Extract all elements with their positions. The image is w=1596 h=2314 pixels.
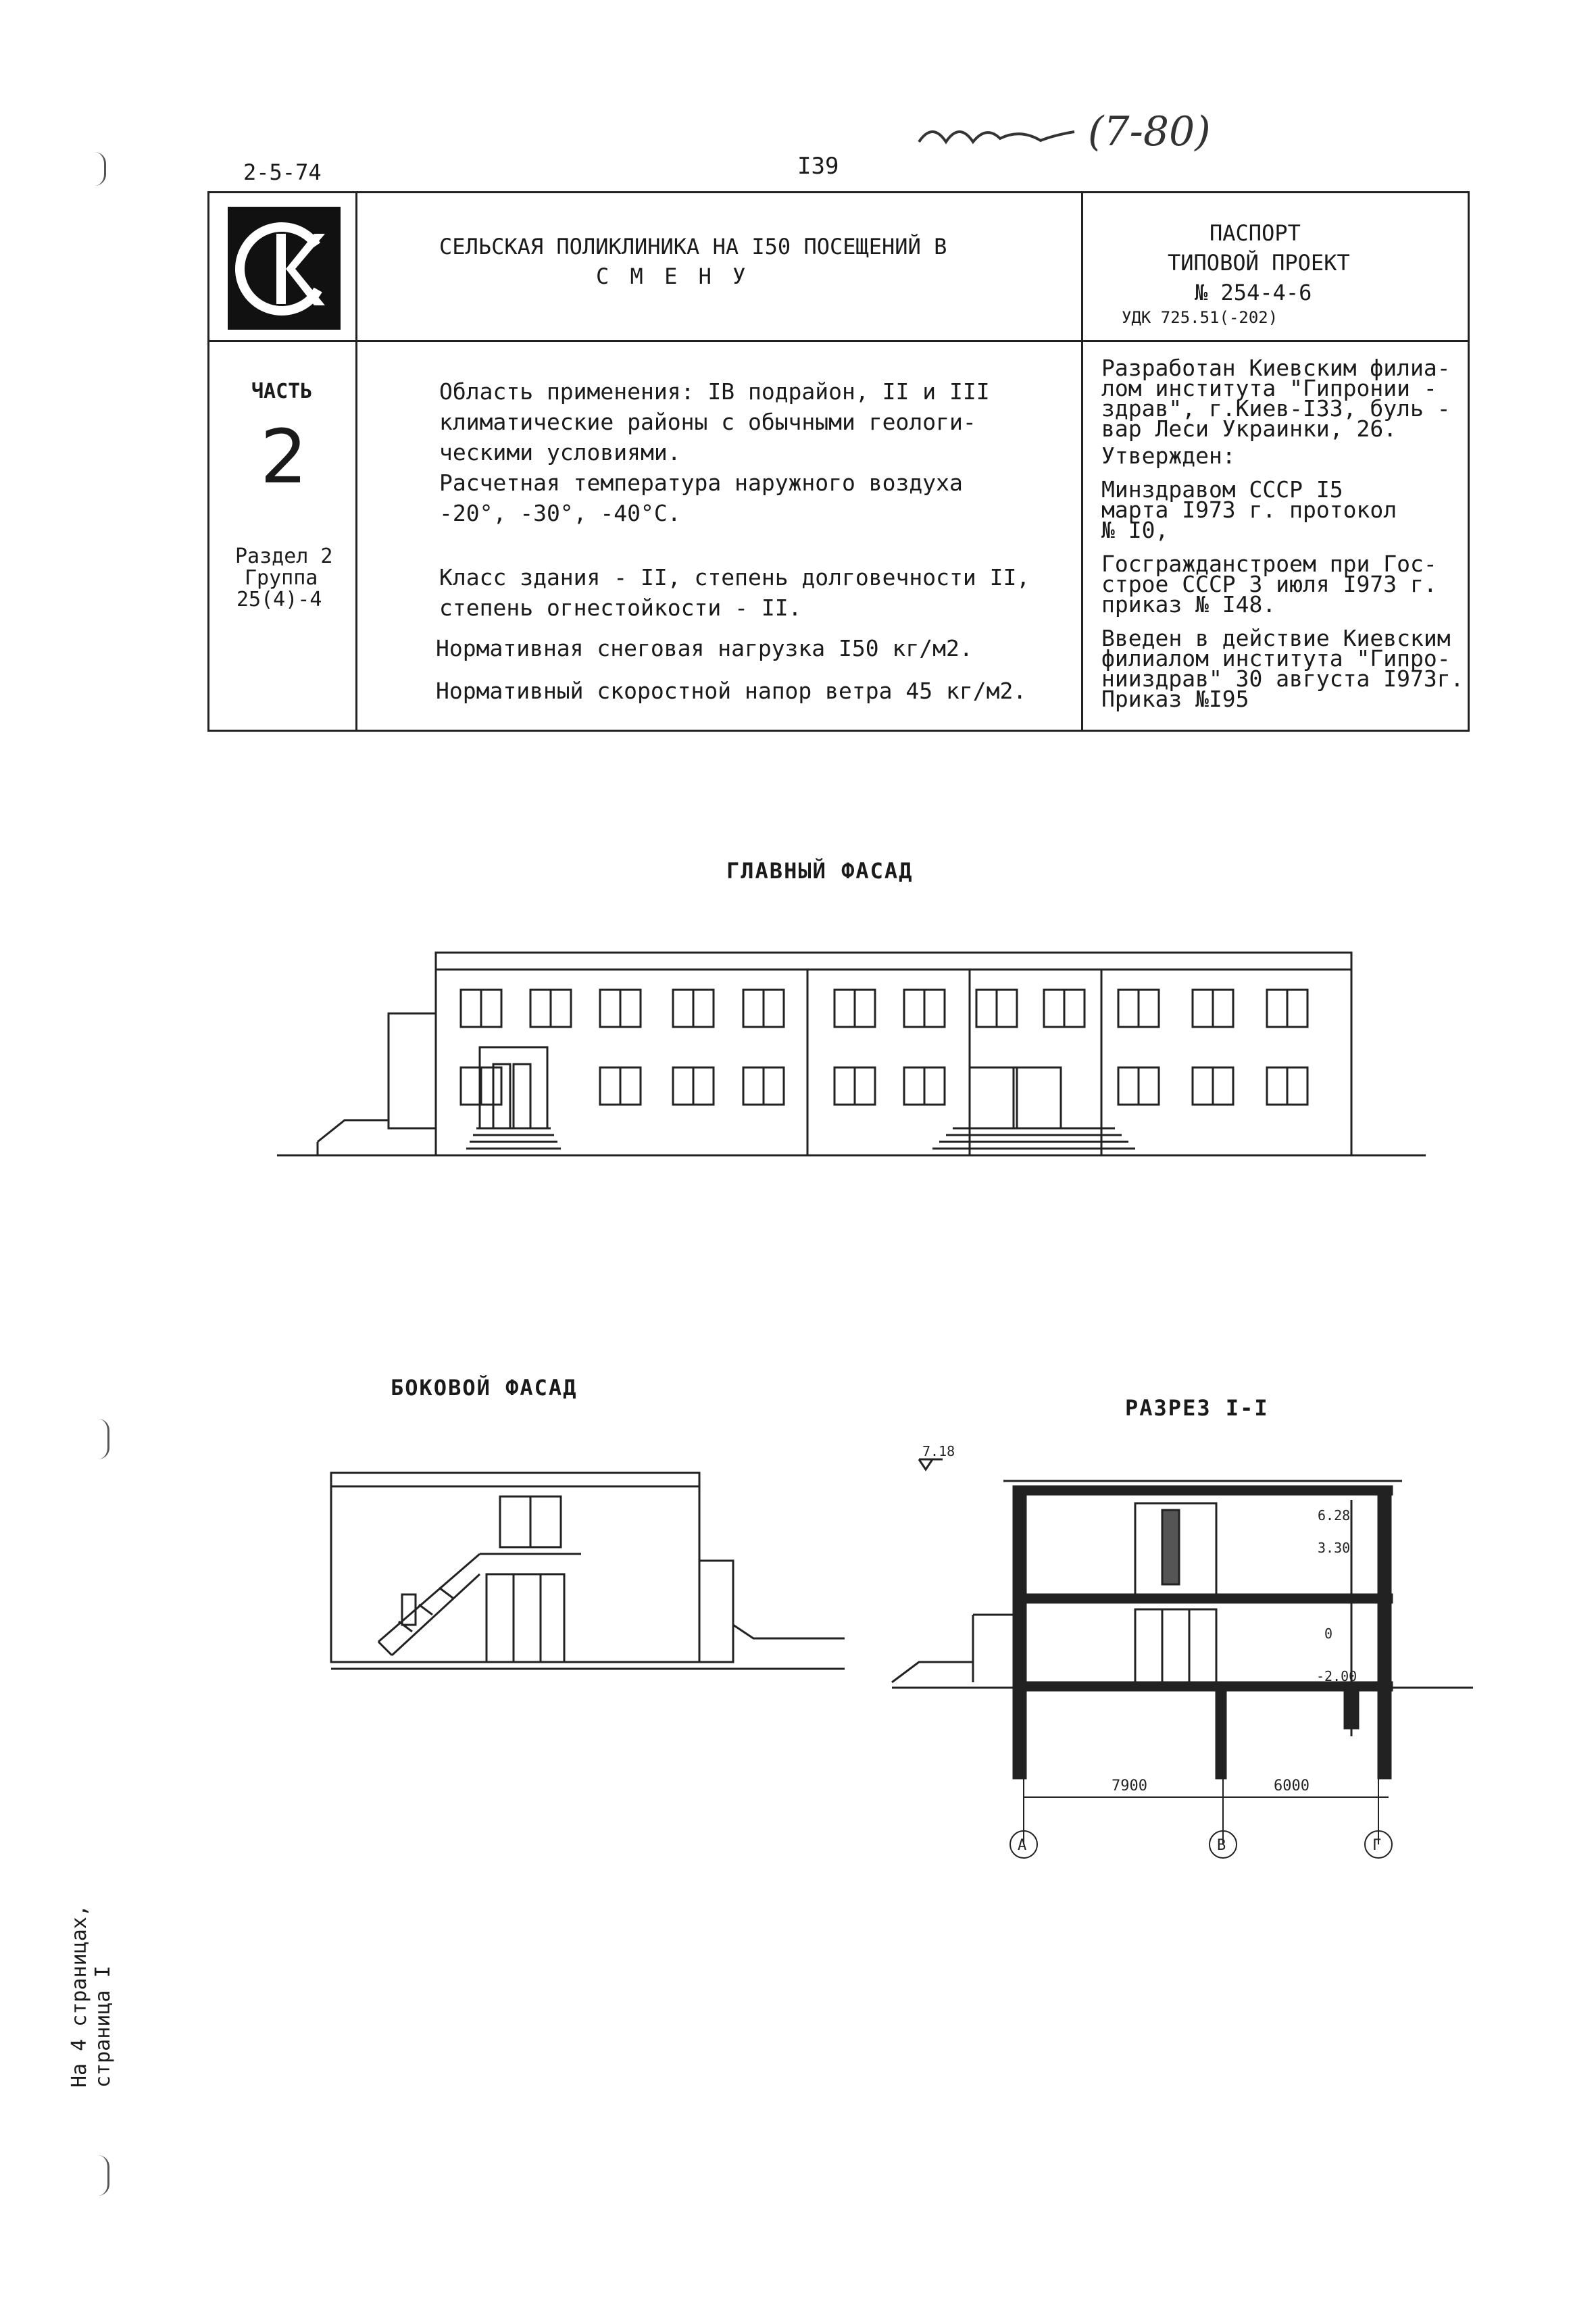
dim-7900: 7900	[1112, 1778, 1147, 1794]
developer-line-2: лом института "Гипронии -	[1101, 375, 1437, 401]
passport-label: ПАСПОРТ	[1210, 220, 1301, 246]
part-number: 2	[260, 413, 307, 500]
condition-line-5: -20°, -30°, -40°C.	[439, 500, 681, 526]
condition-line-2: климатические районы с обычными геологи-	[439, 409, 976, 435]
level-top: 7.18	[922, 1443, 955, 1459]
axis-g: Г	[1372, 1837, 1382, 1854]
passport-number: № 254-4-6	[1195, 280, 1312, 305]
lower-windows	[461, 1067, 1307, 1105]
developer-line-4: вар Леси Украинки, 26.	[1101, 416, 1397, 442]
developer-line-12: Введен в действие Киевским	[1101, 625, 1451, 651]
part-label: ЧАСТЬ	[251, 380, 313, 403]
passport-type: ТИПОВОЙ ПРОЕКТ	[1168, 250, 1350, 276]
developer-line-1: Разработан Киевским филиа-	[1101, 355, 1451, 381]
developer-line-14: нииздрав" 30 августа I973г.	[1101, 665, 1464, 692]
dim-6000: 6000	[1274, 1778, 1310, 1794]
developer-line-7: марта I973 г. протокол	[1101, 497, 1397, 523]
section-caption: РАЗРЕЗ I-I	[1125, 1395, 1269, 1421]
date-code: 2-5-74	[243, 159, 322, 185]
developer-line-6: Минздравом СССР I5	[1101, 476, 1343, 503]
margin-page-note: На 4 страницах, страница I	[68, 1905, 115, 2088]
side-facade-caption: БОКОВОЙ ФАСАД	[391, 1375, 578, 1401]
condition-line-3: ческими условиями.	[439, 439, 681, 466]
developer-line-8: № I0,	[1101, 517, 1169, 543]
developer-line-10: строе СССР 3 июля I973 г.	[1101, 571, 1437, 597]
upper-windows	[461, 990, 1307, 1027]
developer-line-11: приказ № I48.	[1101, 591, 1276, 618]
condition-line-1: Область применения: IB подрайон, II и III	[439, 378, 990, 405]
side-facade-drawing	[318, 1459, 858, 1682]
ck-logo-icon	[228, 207, 341, 330]
developer-line-9: Госгражданстроем при Гос-	[1101, 551, 1437, 577]
ck-logo	[228, 207, 341, 330]
condition-line-7: степень огнестойкости - II.	[439, 595, 802, 621]
part-group-code: 25(4)-4	[236, 588, 322, 611]
level-ground: -2.00	[1316, 1668, 1357, 1684]
passport-udk: УДК 725.51(-202)	[1122, 308, 1278, 327]
main-facade-caption: ГЛАВНЫЙ ФАСАД	[726, 858, 914, 884]
developer-line-5: Утвержден:	[1101, 443, 1236, 469]
punch-mark-2	[98, 1419, 109, 1459]
passport-table	[207, 191, 1470, 732]
axis-b: В	[1217, 1837, 1226, 1854]
developer-line-13: филиалом института "Гипро-	[1101, 645, 1451, 672]
axis-a: А	[1018, 1837, 1027, 1854]
developer-line-3: здрав", г.Киев-I33, буль -	[1101, 395, 1451, 422]
condition-line-4: Расчетная температура наружного воздуха	[439, 470, 963, 496]
level-floor2: 3.30	[1318, 1540, 1351, 1556]
project-title-line1: СЕЛЬСКАЯ ПОЛИКЛИНИКА НА I50 ПОСЕЩЕНИЙ В	[439, 234, 947, 259]
level-floor1: 0	[1324, 1626, 1333, 1642]
part-group-label: Группа	[245, 566, 318, 590]
page-number: I39	[797, 153, 839, 180]
level-roof: 6.28	[1318, 1507, 1351, 1524]
part-section: Раздел 2	[235, 545, 333, 568]
condition-line-9: Нормативный скоростной напор ветра 45 кг/м2.	[436, 678, 1027, 704]
punch-mark-1	[95, 152, 106, 186]
handwritten-note: (7-80)	[1088, 108, 1211, 155]
project-title-line2: С М Е Н У	[596, 263, 750, 289]
condition-line-6: Класс здания - II, степень долговечности II,	[439, 564, 1030, 590]
developer-line-15: Приказ №I95	[1101, 686, 1249, 712]
handwritten-scribble	[912, 115, 1081, 155]
dimension-lines	[1010, 1750, 1392, 1858]
section-drawing	[878, 1432, 1487, 1865]
entrances	[466, 1047, 1135, 1149]
main-facade-drawing	[270, 939, 1432, 1169]
punch-mark-3	[98, 2155, 109, 2196]
condition-line-8: Нормативная снеговая нагрузка I50 кг/м2.	[436, 635, 973, 661]
